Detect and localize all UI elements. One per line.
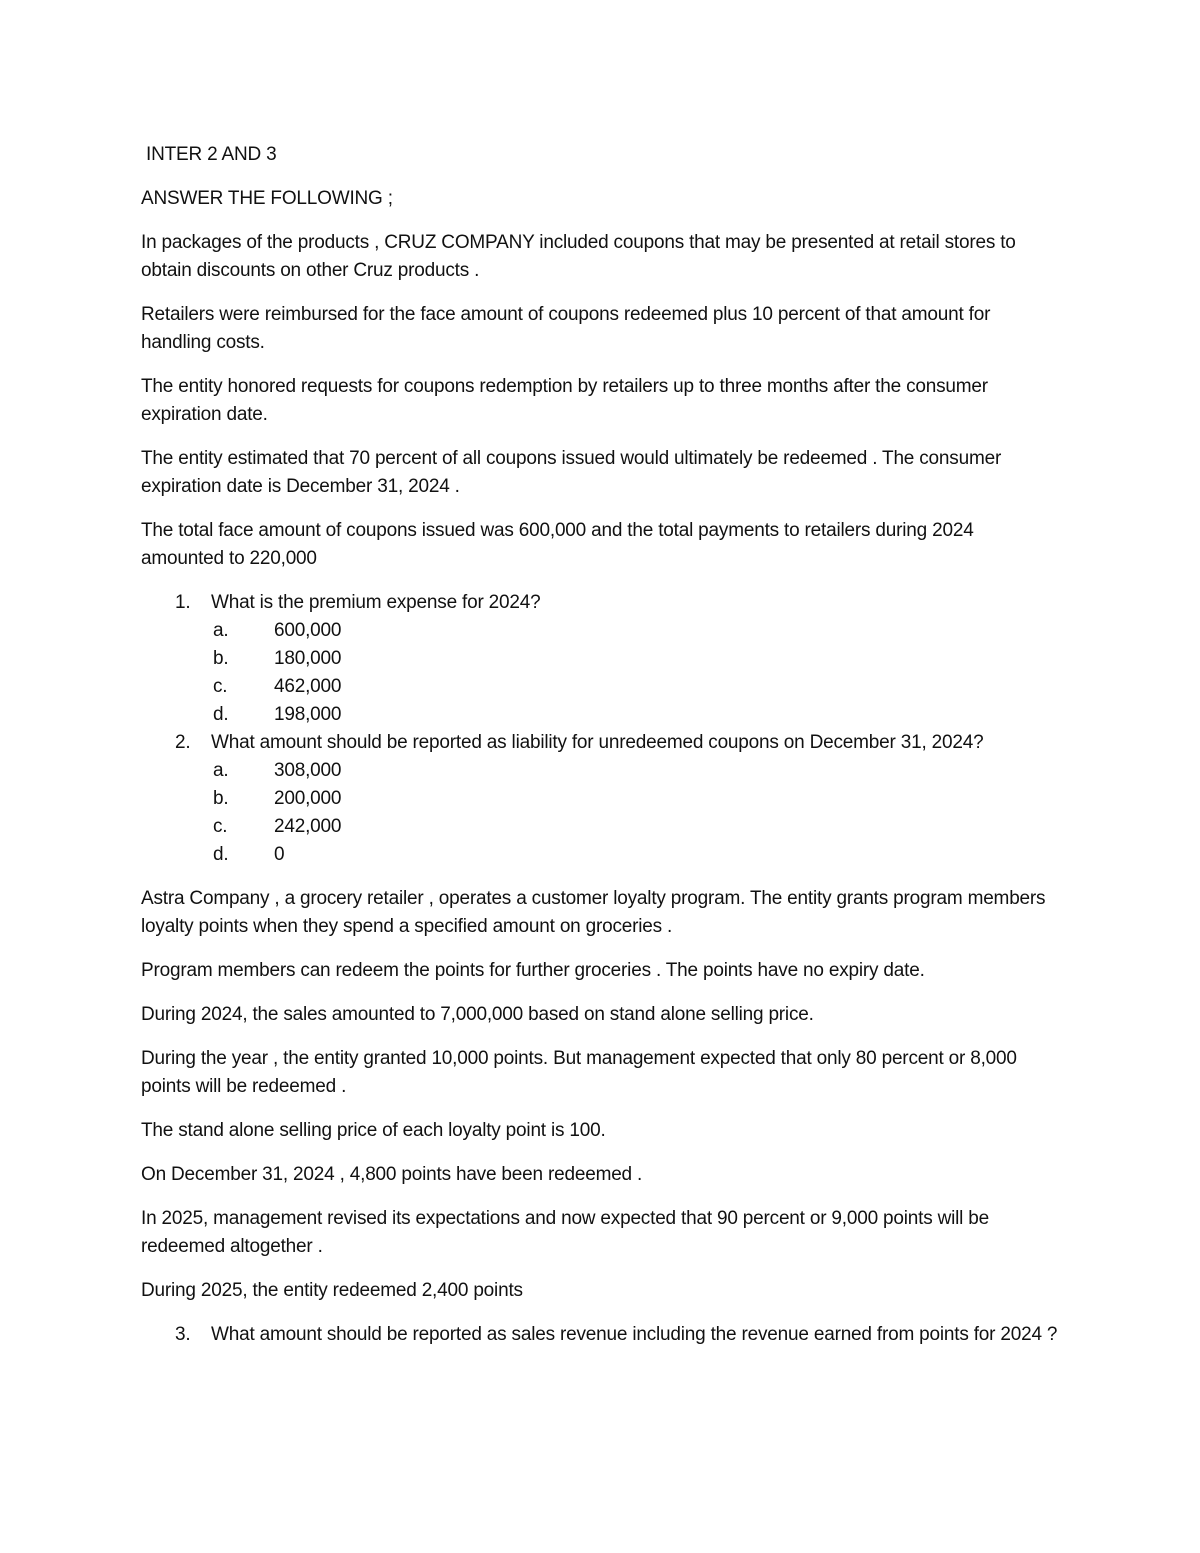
problem2-paragraph: The stand alone selling price of each loyalty point is 100. [141, 1120, 606, 1141]
question-text: What is the premium expense for 2024? [211, 592, 541, 613]
choice-item [141, 757, 1061, 785]
question-text: What amount should be reported as sales revenue including the revenue earned from points for 2024 ? [211, 1324, 1058, 1345]
problem2-paragraph: On December 31, 2024 , 4,800 points have been redeemed . [141, 1164, 643, 1185]
document-title: INTER 2 AND 3 [146, 144, 277, 165]
choice-letter: d. [213, 844, 229, 865]
problem1-question-list [141, 589, 1061, 869]
choice-text: 308,000 [274, 760, 342, 781]
choice-item [141, 645, 1061, 673]
question-3 [141, 1321, 1061, 1349]
choice-text: 200,000 [274, 788, 342, 809]
problem2-paragraph: During 2024, the sales amounted to 7,000,000 based on stand alone selling price. [141, 1004, 814, 1025]
choice-item [141, 701, 1061, 729]
question-2-choices [141, 757, 1061, 869]
question-1 [141, 589, 1061, 617]
choice-item [141, 673, 1061, 701]
instruction-line: ANSWER THE FOLLOWING ; [141, 188, 393, 209]
problem1-paragraph: The entity estimated that 70 percent of all coupons issued would ultimately be redeemed . The consumer expiration date is December 31, 2024 . [141, 448, 1002, 497]
choice-letter: b. [213, 788, 229, 809]
problem1-paragraph: The total face amount of coupons issued was 600,000 and the total payments to retailers during 2024 amounted to 220,000 [141, 520, 974, 569]
problem2-paragraph: Program members can redeem the points for further groceries . The points have no expiry date. [141, 960, 925, 981]
problem1-paragraph: In packages of the products , CRUZ COMPANY included coupons that may be presented at retail stores to obtain discounts on other Cruz products . [141, 232, 1016, 281]
choice-letter: a. [213, 620, 229, 641]
problem1-paragraph: Retailers were reimbursed for the face amount of coupons redeemed plus 10 percent of that amount for handling costs. [141, 304, 991, 353]
document-body [141, 141, 1061, 1365]
question-2 [141, 729, 1061, 757]
choice-item [141, 617, 1061, 645]
problem2-question-list [141, 1321, 1061, 1349]
question-number: 3. [175, 1324, 191, 1345]
problem2-paragraph: During the year , the entity granted 10,000 points. But management expected that only 80 percent or 8,000 points will be redeemed . [141, 1048, 1017, 1097]
choice-item [141, 841, 1061, 869]
problem2-paragraph: In 2025, management revised its expectations and now expected that 90 percent or 9,000 points will be redeemed altogether . [141, 1208, 990, 1257]
choice-letter: c. [213, 676, 228, 697]
choice-text: 462,000 [274, 676, 342, 697]
choice-text: 0 [274, 844, 285, 865]
choice-text: 198,000 [274, 704, 342, 725]
question-text: What amount should be reported as liability for unredeemed coupons on December 31, 2024? [211, 732, 984, 753]
question-number: 1. [175, 592, 191, 613]
choice-letter: d. [213, 704, 229, 725]
choice-letter: c. [213, 816, 228, 837]
choice-letter: b. [213, 648, 229, 669]
choice-text: 180,000 [274, 648, 342, 669]
choice-item [141, 785, 1061, 813]
choice-text: 242,000 [274, 816, 342, 837]
problem1-paragraph: The entity honored requests for coupons redemption by retailers up to three months after the consumer expiration date. [141, 376, 988, 425]
choice-letter: a. [213, 760, 229, 781]
choice-text: 600,000 [274, 620, 342, 641]
problem2-paragraph: Astra Company , a grocery retailer , operates a customer loyalty program. The entity grants program members loyalty points when they spend a specified amount on groceries . [141, 888, 1046, 937]
question-number: 2. [175, 732, 191, 753]
question-1-choices [141, 617, 1061, 729]
choice-item [141, 813, 1061, 841]
problem2-paragraph: During 2025, the entity redeemed 2,400 points [141, 1280, 523, 1301]
